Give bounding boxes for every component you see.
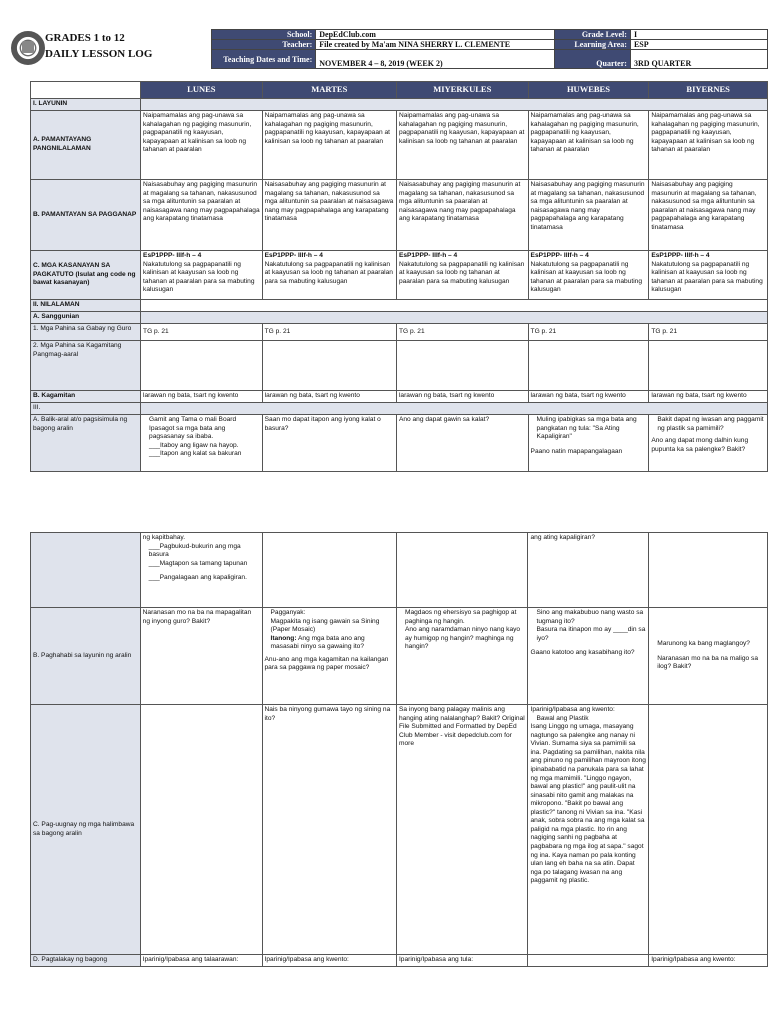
pagtalakay-label: D. Pagtalakay ng bagong [31,955,141,967]
kagamitan-lunes: larawan ng bata, tsart ng kwento [141,391,263,403]
school-value: DepEdClub.com [316,30,554,40]
paghahabi-martes-2: Magpakita ng isang gawain sa Sining (Paper Mosaic) [270,617,380,634]
pamantayang-huwebes: Naipamamalas ang pag-unawa sa kahalagahan ng pagiging masunurin, pagpapanatili ng kaayusan, kapayapaan at kalinisan sa loob ng tahanan at paaralan [528,111,649,180]
paguugnay-miyerkules: Sa inyong bang palagay malinis ang hanging ating nalalanghap? Bakit? Original File Submitted and Formatted by DepEd Club Member - visit depedclub.com for more [396,705,528,955]
paguugnay-lunes [140,705,262,955]
page-title-grades: GRADES 1 to 12 [45,32,125,44]
paguugnay-martes: Nais ba ninyong gumawa tayo ng sining na ito? [262,705,396,955]
paghahabi-miyerkules-1: Magdaos ng ehersisyo sa paghigop at paghinga ng hangin. [404,609,517,625]
paghahabi-miyerkules [396,608,528,705]
kasanayan-biyernes [649,251,768,300]
kasanayan-code: EsP1PPP- IIIf-h – 4 [651,252,710,259]
day-header-biyernes: BIYERNES [649,82,768,99]
grade-level-value: I [630,30,767,40]
kasanayan-text: Nakatutulong sa pagpapanatili ng kalinisan at kaayusan sa loob ng tahanan at paaralan para sa mabuting kalusugan [398,260,525,285]
day-header-miyerkules: MIYERKULES [396,82,528,99]
learning-area-value: ESP [630,40,767,50]
balik-aral-cont-biyernes [649,533,768,608]
balik-aral-martes: Saan mo dapat itapon ang iyong kalat o basura? [262,415,396,472]
gabay-martes: TG p. 21 [262,324,396,341]
corner-cell [31,82,141,99]
quarter-label: Quarter: [554,50,630,69]
kasanayan-text: Nakatutulong sa pagpapanatili ng kalinisan at kaayusan sa loob ng tahanan at paaralan para sa mabuting kalusugan [651,260,763,294]
paghahabi-biyernes-2: Naranasan mo na ba na maligo sa ilog? Bakit? [657,654,759,671]
teacher-value: File created by Ma'am NINA SHERRY L. CLEMENTE [316,40,554,50]
kasanayan-text: Nakatutulong sa pagpapanatili ng kalinisan at kaayusan sa loob ng tahanan at paaralan para sa mabuting kalusugan [530,260,642,294]
pagtalakay-lunes: Iparinig/Ipabasa ang talaarawan: [140,955,262,967]
deped-seal-icon [11,31,45,65]
kagamitan-huwebes: larawan ng bata, tsart ng kwento [528,391,649,403]
header-info-table [211,29,768,69]
pamantayang-martes: Naipamamalas ang pag-unawa sa kahalagahan ng pagiging masunurin, pagpapanatili ng kaayusan, kapayapaan at kalinisan sa loob ng tahanan at paaralan [262,111,396,180]
balik-aral-huwebes [528,415,649,472]
kasanayan-text: Nakatutulong sa pagpapanatili ng kalinisan at kaayusan sa loob ng tahanan at paaralan para sa mabuting kalusugan [143,260,255,294]
kagamitang-miyerkules [396,341,528,391]
paghahabi-martes-4: Anu-ano ang mga kagamitan na kailangan para sa paggawa ng paper mosaic? [264,655,389,672]
paghahabi-martes-3 [265,635,394,652]
cont-lunes-2: ___Pagbukud-bukurin ang mga basura [148,542,241,559]
kagamitang-huwebes [528,341,649,391]
pamantayang-biyernes: Naipamamalas ang pag-unawa sa kahalagahan ng pagiging masunurin, pagpapanatili ng kaayusan, kapayapaan at kalinisan sa loob ng tahanan at paaralan [649,111,768,180]
pagtalakay-huwebes [528,955,649,967]
paguugnay-biyernes [649,705,768,955]
kasanayan-code: EsP1PPP- IIIf-h – 4 [264,252,323,259]
kasanayan-code: EsP1PPP- IIIf-h – 4 [530,252,589,259]
grade-level-label: Grade Level: [554,30,630,40]
paghahabi-label: B. Paghahabi sa layunin ng aralin [31,608,141,705]
kasanayan-label: C. MGA KASANAYAN SA PAGKATUTO (Isulat ang code ng bawat kasanayan) [31,251,141,300]
kagamitang-lunes [141,341,263,391]
kagamitan-biyernes: larawan ng bata, tsart ng kwento [649,391,768,403]
learning-area-label: Learning Area: [554,40,630,50]
balik-biyernes-1: Bakit dapat ng iwasan ang paggamit ng plastik sa pamimili? [657,416,764,432]
teacher-label: Teacher: [212,40,316,50]
kasanayan-code: EsP1PPP- IIIf-h – 4 [398,252,458,259]
kasanayan-code: EsP1PPP- IIIf-h – 4 [143,252,202,259]
kasanayan-miyerkules [396,251,528,300]
school-label: School: [212,30,316,40]
paghahabi-biyernes [649,608,768,705]
day-header-huwebes: HUWEBES [528,82,649,99]
paghahabi-huwebes-1: Sino ang makabubuo nang wasto sa tugmang ito? [536,609,644,625]
pagtalakay-biyernes: Iparinig/Ipabasa ang kwento: [649,955,768,967]
teaching-dates-label: Teaching Dates and Time: [212,50,316,69]
paghahabi-biyernes-1: Marunong ka bang maglangoy? [657,640,750,648]
balik-biyernes-2: Ano ang dapat mong dalhin kung pupunta ka sa palengke? Bakit? [651,437,749,453]
gabay-huwebes: TG p. 21 [528,324,649,341]
balik-lunes-item2: ___Itapon ang kalat sa bakuran [149,450,242,458]
paghahabi-huwebes-2: Basura na itinapon mo ay ____din sa iyo? [536,626,646,642]
day-header-lunes: LUNES [141,82,263,99]
pagganap-martes: Naisasabuhay ang pagiging masunurin at magalang sa tahanan, nakasusunod sa mga alituntunin sa paaralan at naisasagawa nang may pagpapahalaga ang karapatang tinatamasa [262,180,396,251]
cont-lunes-4: ___Pangalagaan ang kapaligiran. [148,574,247,582]
kagamitang-pangmag-aaral-label: 2. Mga Pahina sa Kagamitang Pangmag-aaral [31,341,141,391]
balik-aral-cont-miyerkules [396,533,528,608]
paghahabi-miyerkules-2: Ano ang naramdaman ninyo nang kayo ay humigop ng hangin? maghinga ng hangin? [404,626,521,651]
pamamaraan-blank [141,403,768,415]
kagamitang-biyernes [649,341,768,391]
teaching-dates-value: NOVEMBER 4 – 8, 2019 (WEEK 2) [316,50,554,69]
balik-aral-lunes [141,415,263,472]
kagamitan-martes: larawan ng bata, tsart ng kwento [262,391,396,403]
balik-lunes-item1: ___Itaboy ang ligaw na hayop. [149,441,239,449]
cont-lunes-1: ng kapitbahay. [142,534,186,541]
paghahabi-martes [262,608,396,705]
paghahabi-martes-3a: Itanong: [270,634,297,642]
page-title-dll: DAILY LESSON LOG [45,48,153,60]
kasanayan-martes [262,251,396,300]
paguugnay-label: C. Pag-uugnay ng mga halimbawa sa bagong aralin [31,705,141,955]
paghahabi-martes-1: Pagganyak: [270,609,306,616]
day-header-martes: MARTES [262,82,396,99]
sanggunian-label: A. Sanggunian [31,312,141,324]
gabay-guro-label: 1. Mga Pahina sa Gabay ng Guro [31,324,141,341]
kasanayan-text: Nakatutulong sa pagpapanatili ng kalinisan at kaayusan sa loob ng tahanan at paaralan para sa mabuting kalusugan [264,260,393,285]
balik-aral-miyerkules: Ano ang dapat gawin sa kalat? [396,415,528,472]
balik-aral-cont-martes [262,533,396,608]
balik-lunes-sub: Ipasagot sa mga bata ang pagsasanay sa ibaba. [149,424,226,441]
paghahabi-martes-3b: Ang mga bata ano ang masasabi ninyo sa gawaing ito? [270,634,365,651]
balik-aral-cont-huwebes: ang ating kapaligiran? [528,533,649,608]
pamamaraan-label: III. [31,403,141,415]
pagtalakay-martes: Iparinig/Ipabasa ang kwento: [262,955,396,967]
gabay-miyerkules: TG p. 21 [396,324,528,341]
quarter-value: 3RD QUARTER [630,50,767,69]
nilalaman-label: II. NILALAMAN [31,300,141,312]
pagganap-miyerkules: Naisasabuhay ang pagiging masunurin at magalang sa tahanan, nakasusunod sa mga alituntunin sa paaralan at naisasagawa nang may pagpapahalaga ang karapatang tinatamasa [396,180,528,251]
lesson-table-part1 [30,81,768,472]
paguugnay-huwebes-2: Bawal ang Plastik [536,714,589,722]
paghahabi-lunes: Naranasan mo na ba na mapagalitan ng inyong guro? Bakit? [140,608,262,705]
kagamitan-label: B. Kagamitan [31,391,141,403]
pamantayang-miyerkules: Naipamamalas ang pag-unawa sa kahalagahan ng pagiging masunurin, pagpapanatili ng kaayusan, kapayapaan at kalinisan sa loob ng tahanan at paaralan [396,111,528,180]
balik-huwebes-2: Paano natin mapapangalagaan [530,447,623,455]
pagganap-biyernes: Naisasabuhay ang pagiging masunurin at magalang sa tahanan, nakasusunod sa mga alituntunin sa paaralan at naisasagawa nang may pagpapahalaga ang karapatang tinatamasa [649,180,768,251]
lesson-table-part2 [30,532,768,967]
balik-aral-cont-label [31,533,141,608]
paguugnay-huwebes-1: Iparinig/Ipabasa ang kwento: [530,706,615,713]
gabay-biyernes: TG p. 21 [649,324,768,341]
paghahabi-huwebes-3: Gaano katotoo ang kasabihang ito? [530,649,635,657]
kagamitan-miyerkules: larawan ng bata, tsart ng kwento [396,391,528,403]
pamantayang-pangnilalaman-label: A. PAMANTAYANG PANGNILALAMAN [31,111,141,180]
paguugnay-huwebes [528,705,649,955]
kasanayan-lunes [141,251,263,300]
pamantayan-sa-pagganap-label: B. PAMANTAYAN SA PAGGANAP [31,180,141,251]
paguugnay-huwebes-3: Isang Linggo ng umaga, masayang nagtungo sa palengke ang nanay ni Vivian. Sumama siya sa pamimili sa ina. Pagdating sa pamilihan, nakita nila ang pinuno ng pamilihan mayroon itong ipinababatid na panukala para sa lahat ng mga mamimili. "Linggo ngayon, bawal ang plastic!" ang paulit-ulit na sinasabi nito gamit ang malakas na mikropono. "Bakit po bawal ang plastic?" tanong ni Vivian sa ina. "Kasi anak, sobra sobra na ang mga kalat sa paligid na mga plastic. Ito rin ang nagiging sanhi ng pagbaha at pagbabara ng mga ilog at sapa." sagot ng ina. Kaya naman po pala konting ulan lang eh baha na sa atin. Dapat nga po talagang iwasan na ang paggamit ng plastic. [530,723,646,885]
pagtalakay-miyerkules: Iparinig/Ipabasa ang tula: [396,955,528,967]
balik-aral-biyernes [649,415,768,472]
layunin-blank [141,99,768,111]
balik-aral-cont-lunes [140,533,262,608]
gabay-lunes: TG p. 21 [141,324,263,341]
balik-huwebes-1: Muling ipabigkas sa mga bata ang pangkatan ng tula: "Sa Ating Kapaligiran" [536,416,637,441]
balik-lunes-title: Gamit ang Tama o mali Board [149,416,237,423]
layunin-label: I. LAYUNIN [31,99,141,111]
pagganap-lunes: Naisasabuhay ang pagiging masunurin at magalang sa tahanan, nakasusunod sa mga alituntunin sa paaralan at naisasagawa nang may pagpapahalaga ang karapatang tinatamasa [141,180,263,251]
kasanayan-huwebes [528,251,649,300]
nilalaman-blank [141,300,768,312]
kagamitang-martes [262,341,396,391]
sanggunian-blank [141,312,768,324]
cont-lunes-3: ___Magtapon sa tamang tapunan [148,559,248,567]
pagganap-huwebes: Naisasabuhay ang pagiging masunurin at magalang sa tahanan, nakasusunod sa mga alituntunin sa paaralan at naisasagawa nang may pagpapahalaga ang karapatang tinatamasa [528,180,649,251]
paghahabi-huwebes [528,608,649,705]
balik-aral-label: A. Balik-aral at/o pagsisimula ng bagong aralin [31,415,141,472]
pamantayang-lunes: Naipamamalas ang pag-unawa sa kahalagahan ng pagiging masunurin, pagpapanatili ng kaayusan, kapayapaan at kalinisan sa loob ng tahanan at paaralan [141,111,263,180]
